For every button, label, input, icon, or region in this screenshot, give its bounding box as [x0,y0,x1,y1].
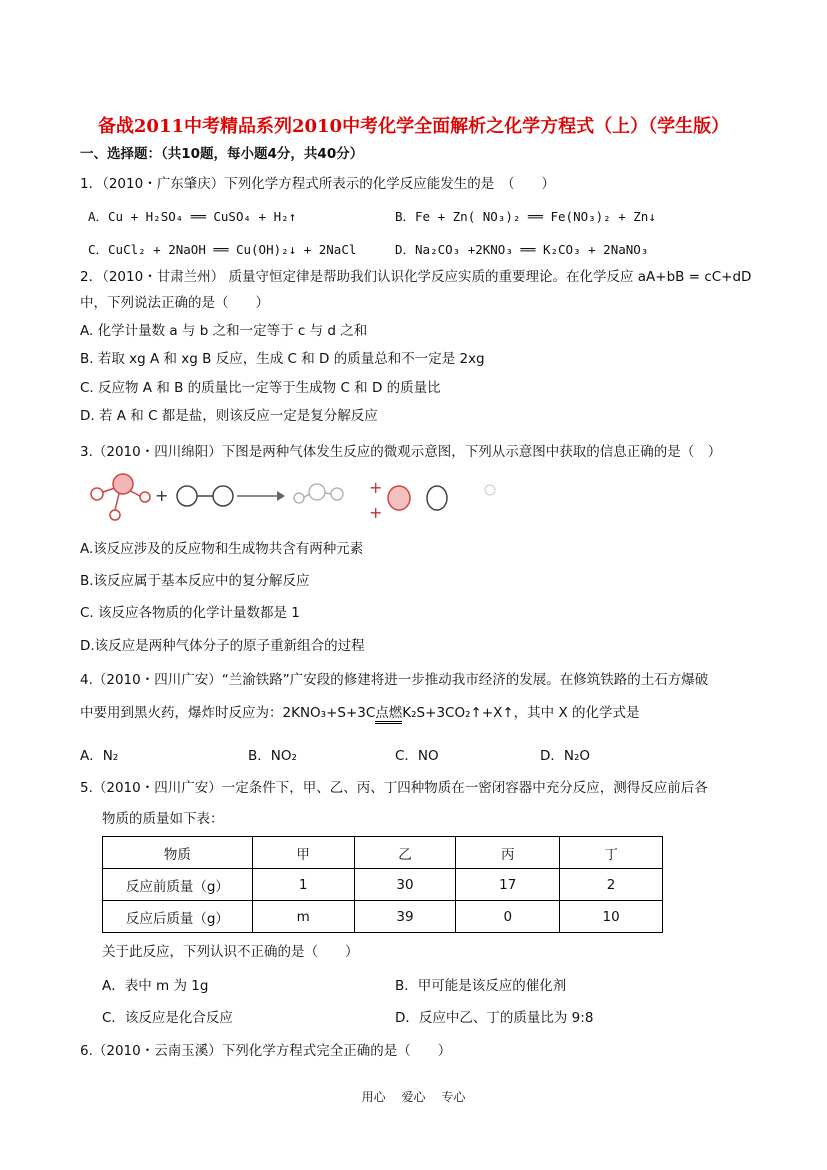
question-1-option-c: C．CuCl₂ + 2NaOH ══ Cu(OH)₂↓ + 2NaCl [88,242,357,257]
table-header-cell: 物质 [103,837,253,869]
question-3-option-b: B.该反应属于基本反应中的复分解反应 [80,573,310,589]
question-5-option-b: B．甲可能是该反应的催化剂 [395,978,567,994]
question-1-option-a: A．Cu + H₂SO₄ ══ CuSO₄ + H₂↑ [88,209,297,224]
question-3-option-a: A.该反应涉及的反应物和生成物共含有两种元素 [80,541,364,557]
question-5-stem-line2: 物质的质量如下表： [102,811,224,827]
question-3-option-d: D.该反应是两种气体分子的原子重新组合的过程 [80,638,365,654]
question-5-option-a: A．表中 m 为 1g [102,978,209,994]
molecule-reaction-diagram [85,470,505,528]
question-2-option-d: D. 若 A 和 C 都是盐，则该反应一定是复分解反应 [80,408,378,424]
question-2-option-b: B. 若取 xg A 和 xg B 反应，生成 C 和 D 的质量总和不一定是 2xg [80,351,485,367]
table-cell: 1 [252,869,354,901]
page-footer [0,1088,827,1105]
table-header-cell: 甲 [252,837,354,869]
question-2-option-a: A. 化学计量数 a 与 b 之和一定等于 c 与 d 之和 [80,323,368,339]
svg-text:+: + [369,478,383,497]
table-header-cell: 丁 [560,837,663,869]
question-6-stem: 6.（2010・云南玉溪）下列化学方程式完全正确的是（ ） [80,1043,452,1059]
footer-word: 爱心 [401,1090,426,1104]
question-1-option-d: D．Na₂CO₃ +2KNO₃ ══ K₂CO₃ + 2NaNO₃ [395,242,649,257]
table-cell: 17 [456,869,560,901]
question-1-option-b: B．Fe + Zn( NO₃)₂ ══ Fe(NO₃)₂ + Zn↓ [395,209,656,224]
table-cell: 0 [456,901,560,933]
question-4-option-a: A．N₂ [80,748,119,764]
question-2-stem-line2: 中，下列说法正确的是（ ） [80,295,269,311]
table-header-cell: 乙 [354,837,456,869]
table-cell: 10 [560,901,663,933]
mass-data-table [102,836,663,933]
table-cell: m [252,901,354,933]
footer-word: 用心 [361,1090,386,1104]
svg-text:+: + [369,503,383,522]
question-4-option-d: D．N₂O [540,748,591,764]
table-cell: 2 [560,869,663,901]
question-2-stem-line1: 2．（2010・甘肃兰州） 质量守恒定律是帮助我们认识化学反应实质的重要理论。在化学反应 aA+bB = cC+dD [80,269,752,285]
table-header-cell: 丙 [456,837,560,869]
question-3-stem: 3.（2010・四川绵阳）下图是两种气体发生反应的微观示意图，下列从示意图中获取的信息正确的是（ ） [80,444,722,460]
question-4-option-b: B．NO₂ [248,748,297,764]
svg-text:+: + [155,486,169,505]
question-5-option-d: D．反应中乙、丁的质量比为 9:8 [395,1010,594,1026]
question-4-stem-line1: 4.（2010・四川广安）“兰渝铁路”广安段的修建将进一步推动我市经济的发展。在修筑铁路的土石方爆破 [80,672,709,688]
table-cell: 30 [354,869,456,901]
question-5-ask: 关于此反应，下列认识不正确的是（ ） [102,944,359,960]
question-5-option-c: C．该反应是化合反应 [102,1010,233,1026]
table-cell: 反应后质量（g） [103,901,253,933]
question-3-option-c: C. 该反应各物质的化学计量数都是 1 [80,605,300,621]
table-row [103,869,663,901]
footer-word: 专心 [441,1090,466,1104]
table-row [103,901,663,933]
table-header-row [103,837,663,869]
question-4-stem-line2 [80,704,640,722]
table-cell: 反应前质量（g） [103,869,253,901]
equation-products: K₂S+3CO₂↑+X↑，其中 X 的化学式是 [402,705,640,721]
section-heading: 一、选择题：（共10题，每小题4分，共40分） [80,146,364,162]
equation-reactants: 中要用到黑火药，爆炸时反应为：2KNO₃+S+3C [80,705,376,721]
table-cell: 39 [354,901,456,933]
question-5-stem-line1: 5.（2010・四川广安）一定条件下，甲、乙、丙、丁四种物质在一密闭容器中充分反应，测得反应前后各 [80,780,708,796]
question-4-option-c: C．NO [395,748,439,764]
question-1-stem: 1．（2010・广东肇庆）下列化学方程式所表示的化学反应能发生的是 （ ） [80,176,555,192]
page-title: 备战2011中考精品系列2010中考化学全面解析之化学方程式（上）（学生版） [97,116,730,137]
question-2-option-c: C. 反应物 A 和 B 的质量比一定等于生成物 C 和 D 的质量比 [80,380,441,396]
reaction-condition: 点燃 [375,705,402,724]
